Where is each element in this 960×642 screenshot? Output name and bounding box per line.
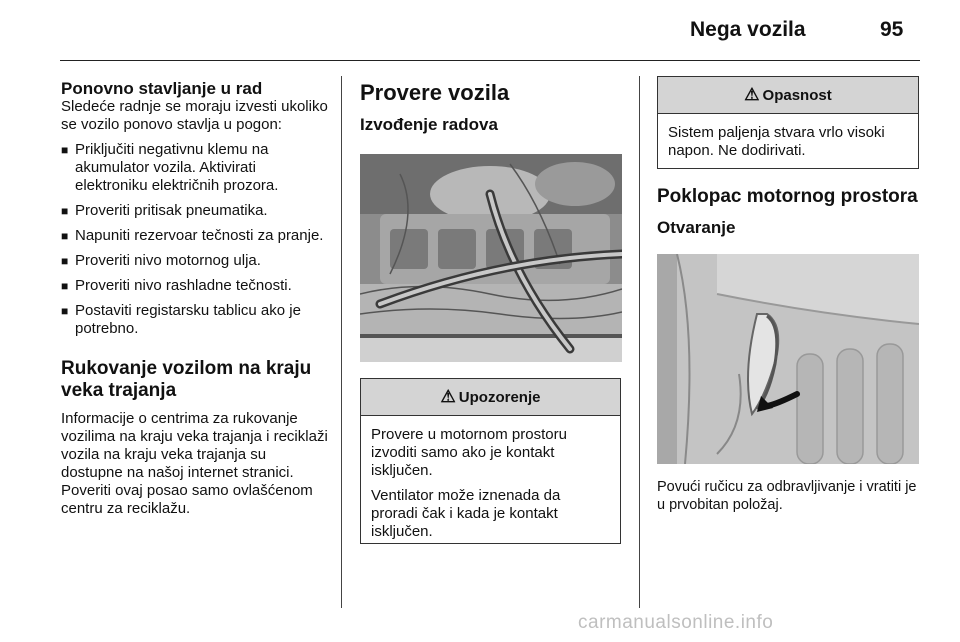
list-item: ■ Priključiti negativnu klemu na akumulator vozila. Aktivirati elektroniku električnih prozora. [61,141,329,195]
hood-caption: Povući ručicu za odbravljivanje i vratiti je u prvobitan položaj. [657,479,917,513]
section-title-engine-hood: Poklopac motornog prostora [657,186,918,207]
section-body-end-of-life: Informacije o centrima za rukovanje vozilima na kraju veka trajanja i reciklaži vozila na kraju veka trajanja su dostupne na našoj internet stranici. Poveriti ovaj posao samo ovlašćenom centru za reciklažu. [61,410,328,517]
engine-bay-photo [360,154,622,362]
warning-text-2: Ventilator može iznenada da proradi čak i kada je kontakt isključen. [371,487,561,540]
warning-triangle-icon: ⚠ [440,387,456,406]
warning-box [360,378,621,544]
danger-box [657,76,919,169]
list-item: ■ Napuniti rezervoar tečnosti za pranje. [61,227,329,245]
warning-header [361,379,620,416]
section-title-end-of-life: Rukovanje vozilom na kraju veka trajanja [61,358,312,401]
watermark: carmanualsonline.info [578,612,774,633]
column-divider-2 [639,76,640,608]
page-number: 95 [880,18,904,41]
warning-text-1: Provere u motornom prostoru izvoditi samo ako je kontakt isključen. [371,426,567,479]
danger-body [658,114,918,170]
warning-triangle-icon: ⚠ [744,85,760,104]
hood-release-lever-photo [657,254,919,464]
section-intro: Sledeće radnje se moraju izvesti ukoliko se vozilo ponovo stavlja u pogon: [61,98,328,133]
subsection-title-performing-work: Izvođenje radova [360,115,498,134]
warning-label: Upozorenje [458,388,541,406]
right-column [657,76,920,514]
list-item: ■ Proveriti nivo rashladne tečnosti. [61,277,329,295]
section-title-recommissioning: Ponovno stavljanje u rad [61,79,263,98]
danger-header [658,77,918,114]
warning-body [361,416,620,551]
page-header-title: Nega vozila [690,18,806,41]
left-column [61,80,329,518]
checklist [61,141,329,338]
danger-label: Opasnost [762,86,832,104]
middle-column [360,80,622,544]
list-item: ■ Proveriti nivo motornog ulja. [61,252,329,270]
list-item: ■ Postaviti registarsku tablicu ako je potrebno. [61,302,329,338]
section-title-vehicle-checks: Provere vozila [360,80,510,105]
danger-text: Sistem paljenja stvara vrlo visoki napon. Ne dodirivati. [668,124,885,159]
list-item: ■ Proveriti pritisak pneumatika. [61,202,329,220]
subsection-title-opening: Otvaranje [657,218,736,237]
column-divider-1 [341,76,342,608]
header-rule [60,60,920,61]
